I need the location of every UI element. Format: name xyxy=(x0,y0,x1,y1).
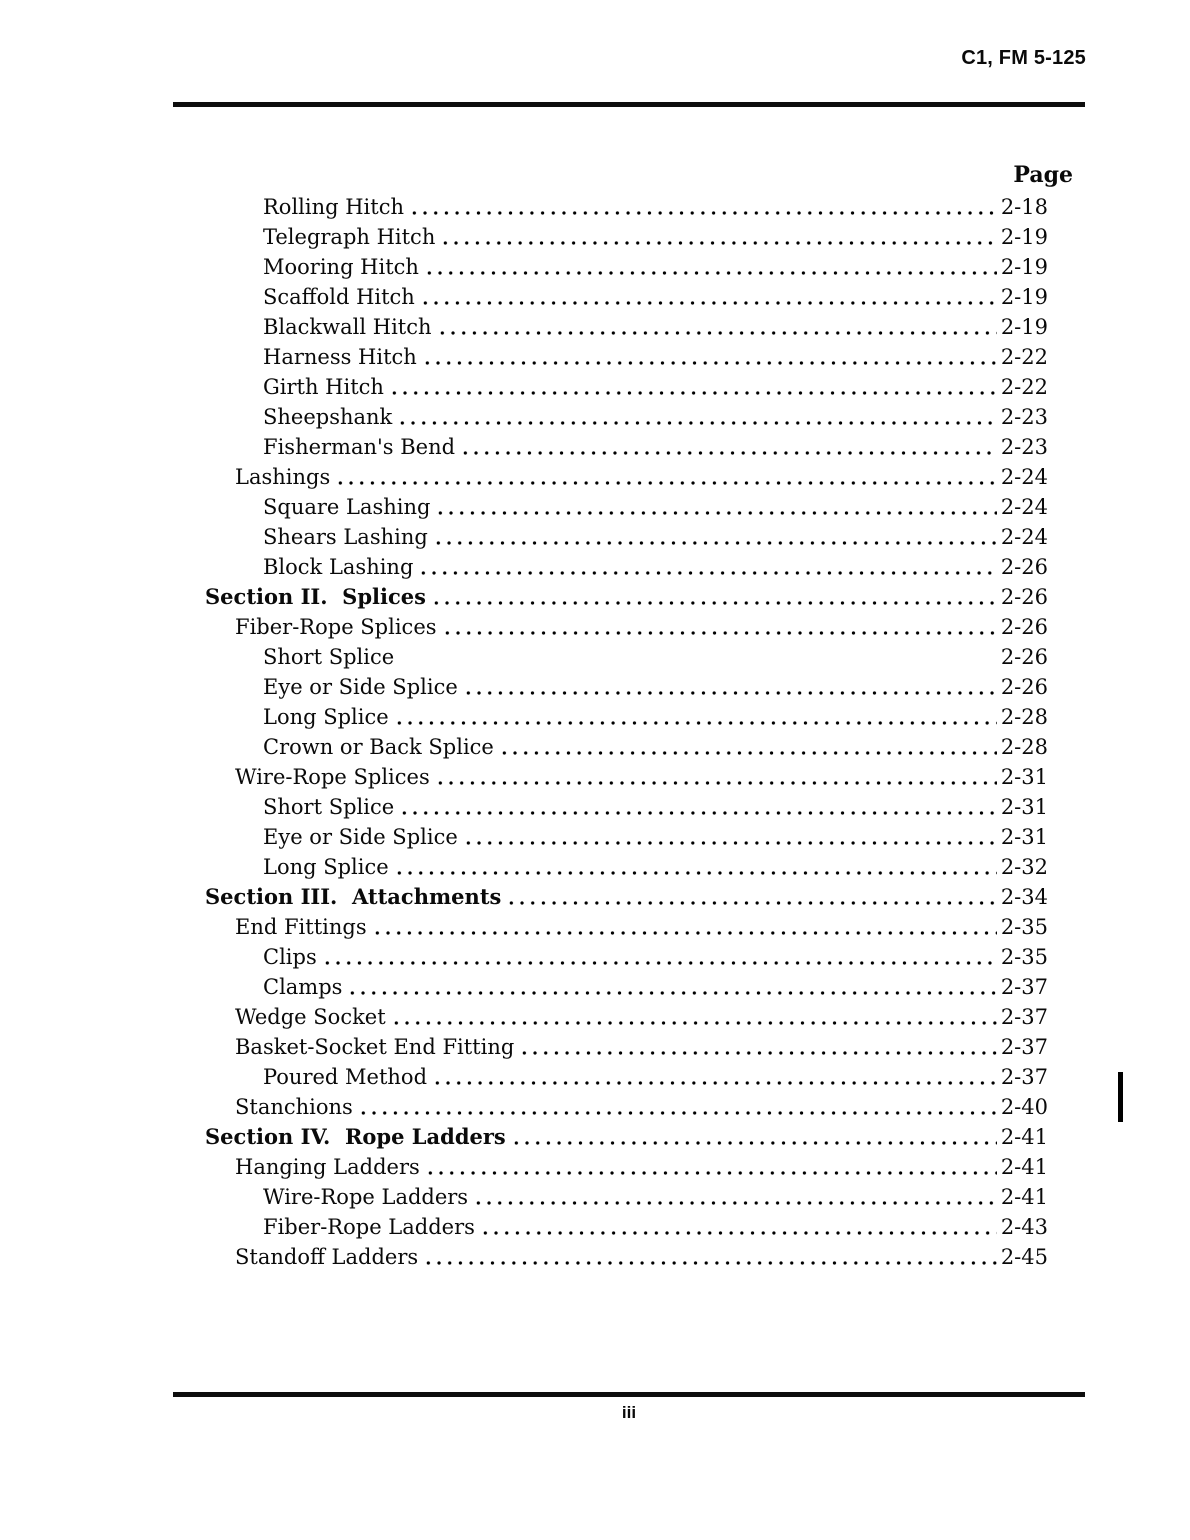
toc-entry-title: Sheepshank xyxy=(263,405,393,429)
toc-entry-page: 2-28 xyxy=(1000,705,1048,729)
folio-page-number: iii xyxy=(621,1403,637,1422)
dot-leader xyxy=(347,991,996,995)
toc-entry-title: Lashings xyxy=(235,465,331,489)
dot-leader xyxy=(506,901,996,905)
toc-entry-page: 2-23 xyxy=(1000,405,1048,429)
toc-entry-title: Short Splice xyxy=(263,795,395,819)
toc-entry xyxy=(205,402,1048,432)
toc-entry-title: Scaffold Hitch xyxy=(263,285,415,309)
toc-entry-page: 2-37 xyxy=(1000,1035,1048,1059)
toc-entry xyxy=(205,882,1048,912)
toc-entry-page: 2-26 xyxy=(1000,585,1048,609)
top-rule xyxy=(173,102,1085,107)
toc-entry-page: 2-26 xyxy=(1000,645,1048,669)
dot-leader xyxy=(437,331,997,335)
toc-entry xyxy=(205,972,1048,1002)
toc-entry xyxy=(205,702,1048,732)
toc-entry-page: 2-19 xyxy=(1000,285,1048,309)
toc-entry-title: Section II. Splices xyxy=(205,584,426,609)
dot-leader xyxy=(409,211,997,215)
toc-entry-title: Wedge Socket xyxy=(235,1005,386,1029)
toc-entry xyxy=(205,792,1048,822)
dot-leader xyxy=(432,1081,997,1085)
toc-entry-title: Long Splice xyxy=(263,705,389,729)
toc-entry xyxy=(205,732,1048,762)
toc-entry-title: Wire-Rope Ladders xyxy=(263,1185,469,1209)
document-reference: C1, FM 5-125 xyxy=(961,47,1086,69)
toc-entry-page: 2-26 xyxy=(1000,615,1048,639)
dot-leader xyxy=(394,871,997,875)
dot-leader xyxy=(460,451,997,455)
toc-entry-title: Square Lashing xyxy=(263,495,431,519)
toc-entry-title: Telegraph Hitch xyxy=(263,225,436,249)
toc-entry-page: 2-40 xyxy=(1000,1095,1048,1119)
toc-entry-title: Standoff Ladders xyxy=(235,1245,419,1269)
dot-leader xyxy=(358,1111,997,1115)
toc-entry-title: Fiber-Rope Ladders xyxy=(263,1215,475,1239)
toc-entry xyxy=(205,1032,1048,1062)
dot-leader xyxy=(519,1051,997,1055)
toc-entry-page: 2-19 xyxy=(1000,255,1048,279)
toc-entry-page: 2-41 xyxy=(1000,1185,1048,1209)
dot-leader xyxy=(399,811,997,815)
dot-leader xyxy=(435,781,997,785)
toc-entry-title: Harness Hitch xyxy=(263,345,417,369)
toc-entry-title: Section IV. Rope Ladders xyxy=(205,1124,506,1149)
toc-entry-page: 2-35 xyxy=(1000,915,1048,939)
toc-entry xyxy=(205,612,1048,642)
toc-entry xyxy=(205,282,1048,312)
toc-entry xyxy=(205,1152,1048,1182)
dot-leader xyxy=(399,661,997,665)
toc-entry-page: 2-22 xyxy=(1000,345,1048,369)
toc-entry-page: 2-32 xyxy=(1000,855,1048,879)
dot-leader xyxy=(335,481,997,485)
dot-leader xyxy=(433,541,997,545)
toc-entry-title: Clips xyxy=(263,945,317,969)
toc-entry xyxy=(205,942,1048,972)
dot-leader xyxy=(463,841,997,845)
dot-leader xyxy=(397,421,997,425)
dot-leader xyxy=(435,511,996,515)
toc-entry-title: Section III. Attachments xyxy=(205,884,502,909)
toc-entry-page: 2-28 xyxy=(1000,735,1048,759)
toc-entry xyxy=(205,1212,1048,1242)
toc-entry-page: 2-41 xyxy=(1000,1125,1048,1149)
toc-entry-title: Hanging Ladders xyxy=(235,1155,420,1179)
toc-entry xyxy=(205,522,1048,552)
dot-leader xyxy=(418,571,996,575)
toc-entry xyxy=(205,252,1048,282)
toc-entry-page: 2-24 xyxy=(1000,465,1048,489)
page-column-header: Page xyxy=(1013,162,1073,188)
toc-entry xyxy=(205,372,1048,402)
toc-entry-page: 2-45 xyxy=(1000,1245,1048,1269)
dot-leader xyxy=(372,931,997,935)
toc-entry xyxy=(205,912,1048,942)
toc-entry-page: 2-24 xyxy=(1000,495,1048,519)
toc-entry xyxy=(205,432,1048,462)
toc-entry-title: Fiber-Rope Splices xyxy=(235,615,437,639)
toc-entry xyxy=(205,822,1048,852)
toc-entry-page: 2-26 xyxy=(1000,675,1048,699)
dot-leader xyxy=(422,361,997,365)
toc-entry-title: Block Lashing xyxy=(263,555,414,579)
toc-entry xyxy=(205,1122,1048,1152)
toc-entry xyxy=(205,1182,1048,1212)
toc-entry-page: 2-19 xyxy=(1000,225,1048,249)
toc-entry-title: Basket-Socket End Fitting xyxy=(235,1035,515,1059)
dot-leader xyxy=(473,1201,997,1205)
dot-leader xyxy=(440,241,996,245)
dot-leader xyxy=(463,691,997,695)
toc-entry-page: 2-37 xyxy=(1000,1065,1048,1089)
toc-entry-page: 2-26 xyxy=(1000,555,1048,579)
toc-entry xyxy=(205,852,1048,882)
toc-entry-title: Blackwall Hitch xyxy=(263,315,432,339)
dot-leader xyxy=(389,391,997,395)
toc-entry-page: 2-41 xyxy=(1000,1155,1048,1179)
dot-leader xyxy=(423,1261,997,1265)
toc-entry-title: Clamps xyxy=(263,975,343,999)
change-bar xyxy=(1118,1072,1123,1122)
toc-entry-page: 2-19 xyxy=(1000,315,1048,339)
toc-entry xyxy=(205,582,1048,612)
toc-entry xyxy=(205,672,1048,702)
dot-leader xyxy=(480,1231,997,1235)
toc-entry xyxy=(205,462,1048,492)
dot-leader xyxy=(499,751,997,755)
toc-entry-page: 2-31 xyxy=(1000,795,1048,819)
dot-leader xyxy=(431,601,997,605)
toc-entry-title: Stanchions xyxy=(235,1095,353,1119)
toc-entry-title: Crown or Back Splice xyxy=(263,735,494,759)
dot-leader xyxy=(322,961,997,965)
toc-entry-title: Poured Method xyxy=(263,1065,428,1089)
toc-entry-page: 2-18 xyxy=(1000,195,1048,219)
toc-entry-title: Wire-Rope Splices xyxy=(235,765,430,789)
dot-leader xyxy=(391,1021,997,1025)
toc-entry-page: 2-43 xyxy=(1000,1215,1048,1239)
toc-entry-page: 2-35 xyxy=(1000,945,1048,969)
toc-entry-page: 2-31 xyxy=(1000,825,1048,849)
dot-leader xyxy=(420,301,997,305)
toc-entry-page: 2-23 xyxy=(1000,435,1048,459)
toc-entry xyxy=(205,1002,1048,1032)
bottom-rule xyxy=(173,1392,1085,1397)
toc-entry-title: Girth Hitch xyxy=(263,375,384,399)
toc-entry xyxy=(205,552,1048,582)
toc-entry xyxy=(205,1062,1048,1092)
toc-entry xyxy=(205,222,1048,252)
toc-entry xyxy=(205,492,1048,522)
toc-entry xyxy=(205,1242,1048,1272)
dot-leader xyxy=(394,721,997,725)
toc-entry-title: Shears Lashing xyxy=(263,525,428,549)
toc-entry-page: 2-34 xyxy=(1000,885,1048,909)
toc-entry xyxy=(205,312,1048,342)
toc-entry xyxy=(205,342,1048,372)
toc-entry xyxy=(205,762,1048,792)
toc-entry xyxy=(205,192,1048,222)
toc-entry-title: Eye or Side Splice xyxy=(263,825,458,849)
toc-entry-page: 2-24 xyxy=(1000,525,1048,549)
toc-entry-title: Short Splice xyxy=(263,645,395,669)
toc-entry-title: Eye or Side Splice xyxy=(263,675,458,699)
toc-entry-page: 2-37 xyxy=(1000,1005,1048,1029)
toc-entry-page: 2-22 xyxy=(1000,375,1048,399)
toc-entry-title: Mooring Hitch xyxy=(263,255,419,279)
toc-entry-title: Long Splice xyxy=(263,855,389,879)
dot-leader xyxy=(442,631,997,635)
toc-entry-page: 2-37 xyxy=(1000,975,1048,999)
toc-entry-title: End Fittings xyxy=(235,915,367,939)
toc-entry-page: 2-31 xyxy=(1000,765,1048,789)
toc-entry xyxy=(205,642,1048,672)
toc-entry-title: Rolling Hitch xyxy=(263,195,405,219)
dot-leader xyxy=(425,1171,997,1175)
toc-list xyxy=(205,192,1048,1272)
toc-entry-title: Fisherman's Bend xyxy=(263,435,456,459)
toc-entry xyxy=(205,1092,1048,1122)
dot-leader xyxy=(424,271,997,275)
dot-leader xyxy=(511,1141,997,1145)
